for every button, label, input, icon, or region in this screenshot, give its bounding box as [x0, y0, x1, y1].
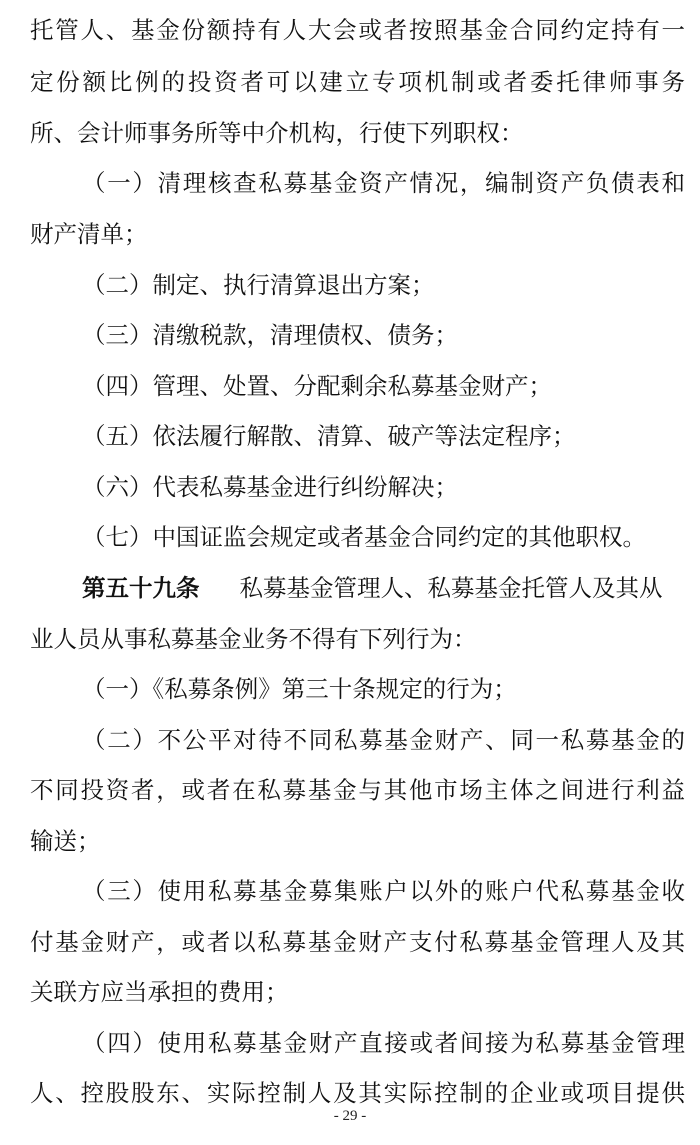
list-item: （一）《私募条例》第三十条规定的行为；	[82, 675, 517, 703]
list-item: （四）使用私募基金财产直接或者间接为私募基金管理	[82, 1029, 685, 1057]
text-line: 付基金财产，或者以私募基金财产支付私募基金管理人及其	[30, 928, 685, 956]
list-item: （五）依法履行解散、清算、破产等法定程序；	[82, 422, 576, 450]
text-line: 财产清单；	[30, 220, 148, 248]
list-item: （二）制定、执行清算退出方案；	[82, 271, 435, 299]
article-heading: 第五十九条	[82, 574, 200, 602]
text-line: 人、控股股东、实际控制人及其实际控制的企业或项目提供	[30, 1079, 685, 1107]
list-item: （六）代表私募基金进行纠纷解决；	[82, 473, 458, 501]
list-item: （二）不公平对待不同私募基金财产、同一私募基金的	[82, 726, 685, 754]
text-line: 托管人、基金份额持有人大会或者按照基金合同约定持有一	[30, 16, 685, 44]
page-number: - 29 -	[333, 1108, 367, 1124]
text-line: 关联方应当承担的费用；	[30, 978, 289, 1006]
text-line: 不同投资者，或者在私募基金与其他市场主体之间进行利益	[30, 776, 685, 804]
text-line: 输送；	[30, 827, 101, 855]
text-line: 定份额比例的投资者可以建立专项机制或者委托律师事务	[30, 68, 685, 96]
article-59-paragraph	[82, 571, 685, 605]
text-line: 所、会计师事务所等中介机构，行使下列职权：	[30, 119, 524, 147]
article-text: 私募基金管理人、私募基金托管人及其从	[239, 574, 663, 602]
list-item: （七）中国证监会规定或者基金合同约定的其他职权。	[82, 523, 646, 551]
list-item: （三）清缴税款，清理债权、债务；	[82, 321, 458, 349]
list-item: （一）清理核查私募基金资产情况，编制资产负债表和	[82, 169, 685, 197]
list-item: （三）使用私募基金募集账户以外的账户代私募基金收	[82, 877, 685, 905]
text-line: 业人员从事私募基金业务不得有下列行为：	[30, 625, 477, 653]
list-item: （四）管理、处置、分配剩余私募基金财产；	[82, 372, 552, 400]
